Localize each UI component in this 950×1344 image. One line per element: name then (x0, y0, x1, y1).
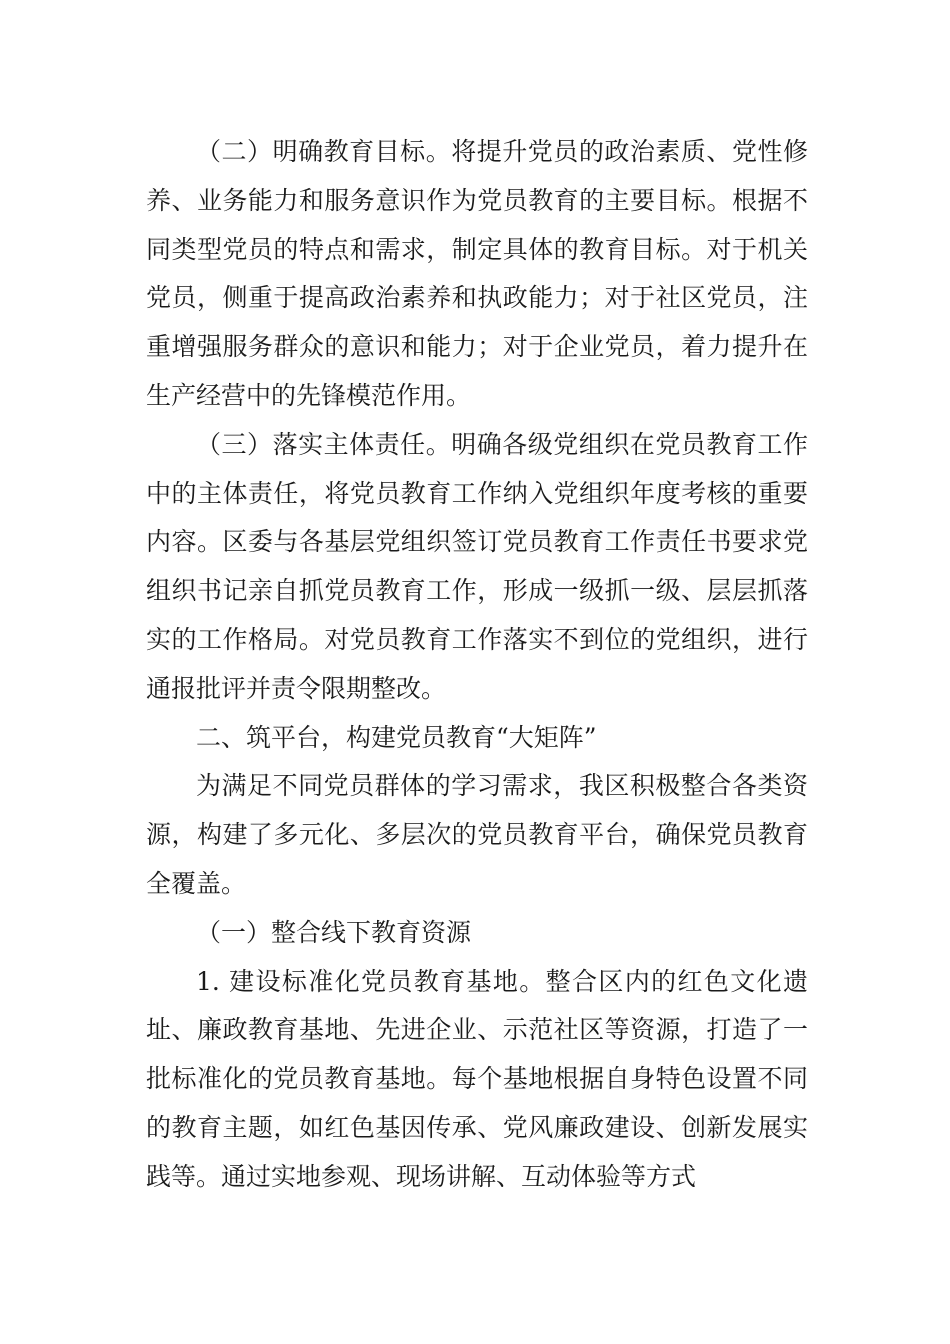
section-heading-platform: 二、筑平台，构建党员教育“大矩阵” (196, 722, 597, 752)
paragraph-education-bases: 1. 建设标准化党员教育基地。整合区内的红色文化遗址、廉政教育基地、先进企业、示范社区等资源，打造了一批标准化的党员教育基地。每个基地根据自身特色设置不同的教育主题，如红色基因传承、党风廉政建设、创新发展实践等。通过实地参观、现场讲解、互动体验等方式 (146, 966, 808, 1191)
subheading-offline-resources: （一）整合线下教育资源 (196, 917, 472, 947)
paragraph-platform-intro: 为满足不同党员群体的学习需求，我区积极整合各类资源，构建了多元化、多层次的党员教育平台，确保党员教育全覆盖。 (146, 771, 808, 898)
paragraph-main-responsibility: （三）落实主体责任。明确各级党组织在党员教育工作中的主体责任，将党员教育工作纳入党组织年度考核的重要内容。区委与各基层党组织签订党员教育工作责任书要求党组织书记亲自抓党员教育工作，形成一级抓一级、层层抓落实的工作格局。对党员教育工作落实不到位的党组织，进行通报批评并责令限期整改。 (146, 429, 808, 703)
paragraph-education-goals: （二）明确教育目标。将提升党员的政治素质、党性修养、业务能力和服务意识作为党员教育的主要目标。根据不同类型党员的特点和需求，制定具体的教育目标。对于机关党员，侧重于提高政治素养和执政能力；对于社区党员，注重增强服务群众的意识和能力；对于企业党员，着力提升在生产经营中的先锋模范作用。 (146, 137, 808, 410)
document-body (146, 128, 808, 1202)
